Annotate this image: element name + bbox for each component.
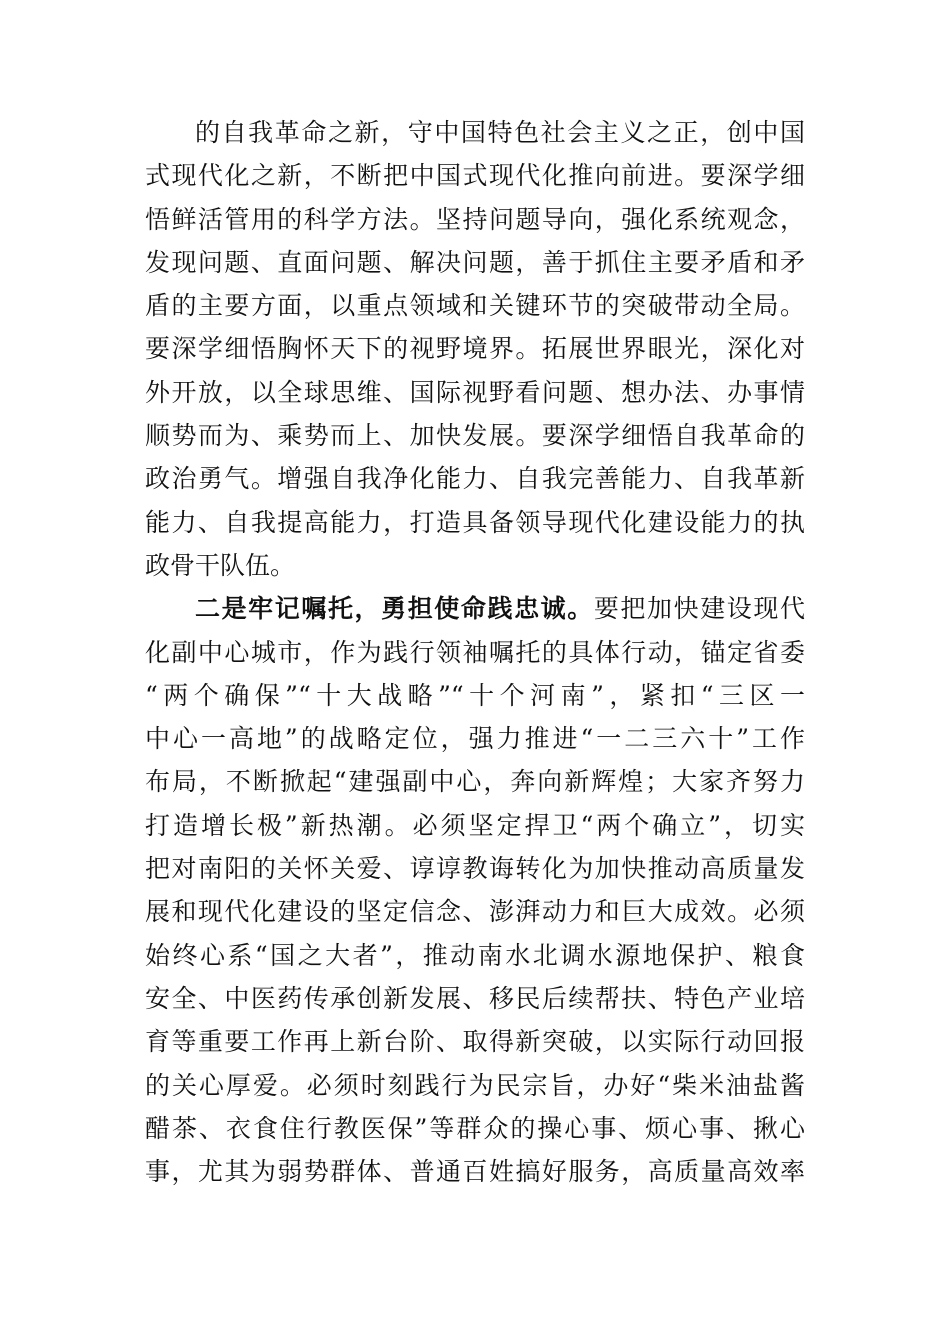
paragraph-line: 育等重要工作再上新台阶、取得新突破，以实际行动回报 bbox=[145, 1027, 805, 1057]
paragraph-line: 政治勇气。增强自我净化能力、自我完善能力、自我革新 bbox=[145, 464, 805, 494]
paragraph-line: 的自我革命之新，守中国特色社会主义之正，创中国 bbox=[195, 118, 805, 147]
paragraph-line: 事，尤其为弱势群体、普通百姓搞好服务，高质量高效率 bbox=[145, 1157, 805, 1187]
paragraph-line: 安全、中医药传承创新发展、移民后续帮扶、特色产业培 bbox=[145, 983, 805, 1013]
paragraph-heading: 二是牢记嘱托，勇担使命践忠诚。 bbox=[195, 594, 594, 624]
paragraph-line: 悟鲜活管用的科学方法。坚持问题导向，强化系统观念， bbox=[145, 204, 805, 234]
paragraph-line: 化副中心城市，作为践行领袖嘱托的具体行动，锚定省委 bbox=[145, 637, 805, 667]
paragraph-line: 外开放，以全球思维、国际视野看问题、想办法、办事情 bbox=[145, 377, 805, 407]
paragraph-line: 布局，不断掀起“建强副中心，奔向新辉煌；大家齐努力 bbox=[145, 767, 805, 797]
paragraph-first-line bbox=[145, 587, 805, 630]
paragraph-2 bbox=[145, 587, 805, 1193]
paragraph-line: 盾的主要方面，以重点领域和关键环节的突破带动全局。 bbox=[145, 291, 805, 321]
paragraph-line: 始终心系“国之大者”，推动南水北调水源地保护、粮食 bbox=[145, 940, 805, 970]
paragraph-line: 要深学细悟胸怀天下的视野境界。拓展世界眼光，深化对 bbox=[145, 334, 805, 364]
paragraph-line: 把对南阳的关怀关爱、谆谆教诲转化为加快推动高质量发 bbox=[145, 854, 805, 884]
paragraph-1 bbox=[145, 111, 805, 587]
document-body bbox=[145, 111, 805, 1193]
paragraph-line: 能力、自我提高能力，打造具备领导现代化建设能力的执 bbox=[145, 507, 805, 537]
paragraph-line: 中心一高地”的战略定位，强力推进“一二三六十”工作 bbox=[145, 724, 805, 754]
paragraph-line: 打造增长极”新热潮。必须坚定捍卫“两个确立”，切实 bbox=[145, 810, 805, 840]
paragraph-line: 醋茶、衣食住行教医保”等群众的操心事、烦心事、揪心 bbox=[145, 1113, 805, 1143]
paragraph-line: 政骨干队伍。 bbox=[145, 550, 296, 580]
paragraph-line: 发现问题、直面问题、解决问题，善于抓住主要矛盾和矛 bbox=[145, 247, 805, 277]
paragraph-line: 展和现代化建设的坚定信念、澎湃动力和巨大成效。必须 bbox=[145, 897, 805, 927]
paragraph-line: 的关心厚爱。必须时刻践行为民宗旨，办好“柴米油盐酱 bbox=[145, 1070, 805, 1100]
paragraph-line: 式现代化之新，不断把中国式现代化推向前进。要深学细 bbox=[145, 161, 805, 191]
paragraph-line: “两个确保”“十大战略”“十个河南”，紧扣“三区一 bbox=[145, 680, 805, 710]
paragraph-line: 顺势而为、乘势而上、加快发展。要深学细悟自我革命的 bbox=[145, 421, 805, 451]
paragraph-heading-rest: 要把加快建设现代 bbox=[593, 594, 805, 624]
